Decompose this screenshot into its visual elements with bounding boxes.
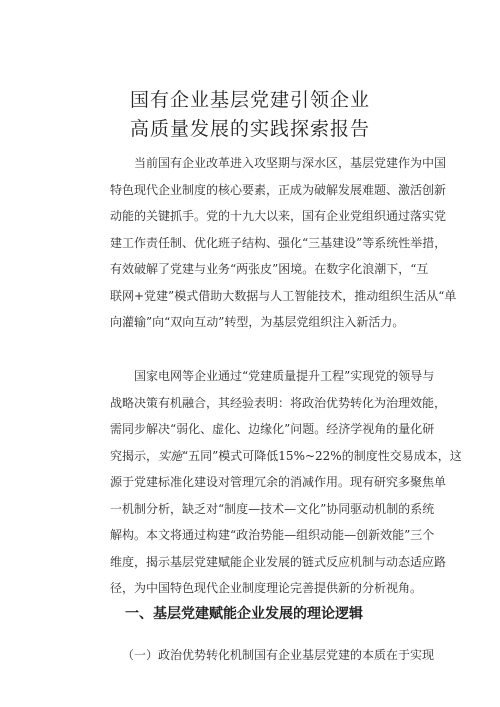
paragraph-line: 动能的关键抓手。党的十九大以来，国有企业党组织通过落实党 (110, 209, 447, 223)
paragraph-line: 国家电网等企业通过“党建质量提升工程”实现党的领导与 (134, 369, 435, 383)
paragraph-research (110, 363, 462, 602)
paragraph-line: 需同步解决“弱化、虚化、边缘化”问题。经济学视角的量化研 (110, 422, 435, 436)
document-title (0, 86, 500, 144)
section-heading: 一、基层党建赋能企业发展的理论逻辑 (125, 606, 363, 622)
paragraph-line: 特色现代企业制度的核心要素，正成为破解发展难题、激活创新 (110, 182, 447, 197)
paragraph-line: 一机制分析，缺乏对“制度—技术—文化”协同驱动机制的系统 (110, 501, 435, 516)
subsection-first-line: （一）政治优势转化机制国有企业基层党建的本质在于实现 (122, 648, 435, 662)
title-line-1: 国有企业基层党建引领企业 (129, 89, 370, 111)
paragraph-line: 战略决策有机融合，其经验表明：将政治优势转化为治理效能， (110, 395, 447, 410)
paragraph-line: 建工作责任制、优化班子结构、强化“三基建设”等系统性举措， (110, 235, 447, 250)
paragraph-line: 当前国有企业改革进入攻坚期与深水区，基层党建作为中国 (134, 156, 447, 170)
italic-text-segment: 实施 (158, 448, 183, 463)
paragraph-line: 向灌输”向“双向互动”转型，为基层党组织注入新活力。 (110, 315, 405, 329)
paragraph-line: 径，为中国特色现代企业制度理论完善提供新的分析视角。 (110, 581, 423, 595)
paragraph-line: 解构。本文将通过构建“政治势能—组织动能—创新效能”三个 (110, 528, 435, 542)
paragraph-line-mixed (110, 443, 462, 470)
paragraph-line: 源于党建标准化建设对管理冗余的消减作用。现有研究多聚焦单 (110, 475, 447, 489)
title-line-2: 高质量发展的实践探索报告 (129, 118, 370, 140)
paragraph-line: 有效破解了党建与业务“两张皮”困境。在数字化浪潮下，“互 (110, 262, 429, 276)
text-segment: “五同”模式可降低15%~22%的制度性交易成本，这 (182, 448, 462, 463)
paragraph-line: 联网+党建”模式借助大数据与人工智能技术，推动组织生活从“单 (110, 288, 457, 303)
paragraph-line: 维度，揭示基层党建赋能企业发展的链式反应机制与动态适应路 (110, 554, 447, 569)
text-segment: 究揭示， (110, 448, 159, 463)
paragraph-intro (110, 150, 457, 336)
